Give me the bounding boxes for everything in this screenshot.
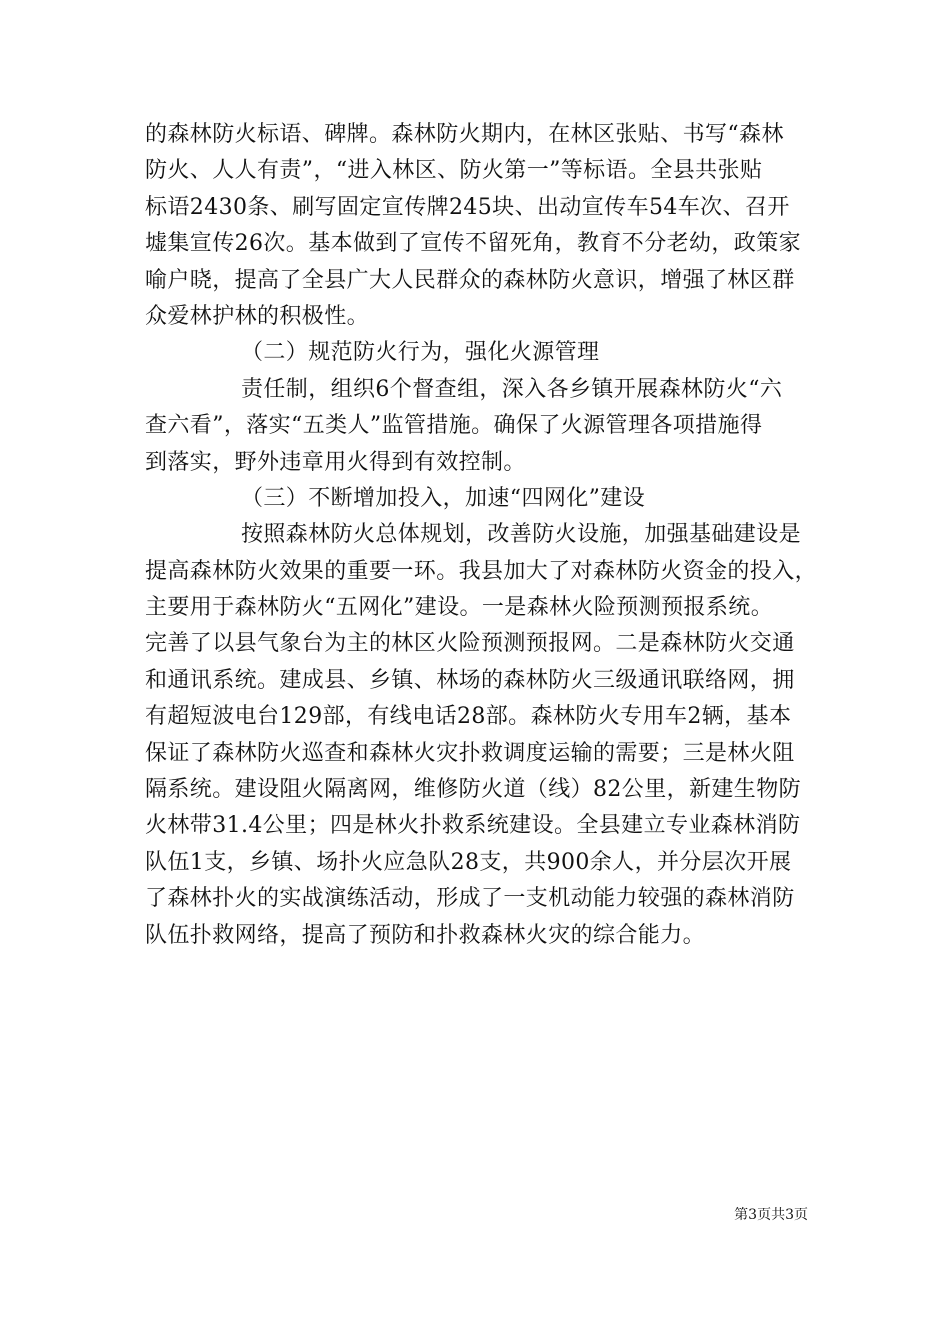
paragraph-3-line-9: 火林带31.4公里；四是林火扑救系统建设。全县建立专业森林消防 xyxy=(145,813,801,839)
paragraph-3-line-6: 有超短波电台129部，有线电话28部。森林防火专用车2辆，基本 xyxy=(145,704,792,730)
paragraph-3-line-10: 队伍1支，乡镇、场扑火应急队28支，共900余人，并分层次开展 xyxy=(145,849,792,875)
paragraph-1-line-6: 众爱林护林的积极性。 xyxy=(145,303,370,329)
paragraph-3-line-7: 保证了森林防火巡查和森林火灾扑救调度运输的需要；三是林火阻 xyxy=(145,740,795,766)
paragraph-2-line-2: 查六看”，落实“五类人”监管措施。确保了火源管理各项措施得 xyxy=(145,413,763,439)
paragraph-1-line-5: 喻户晓，提高了全县广大人民群众的森林防火意识，增强了林区群 xyxy=(145,267,795,293)
paragraph-3-line-1: 按照森林防火总体规划，改善防火设施，加强基础建设是 xyxy=(241,522,802,548)
section-heading-2: （二）规范防火行为，强化火源管理 xyxy=(241,340,600,366)
paragraph-3-line-4: 完善了以县气象台为主的林区火险预测预报网。二是森林防火交通 xyxy=(145,631,795,657)
paragraph-1-line-2: 防火、人人有责”，“进入林区、防火第一”等标语。全县共张贴 xyxy=(145,158,763,184)
section-heading-3: （三）不断增加投入，加速“四网化”建设 xyxy=(241,485,646,511)
paragraph-3-line-5: 和通讯系统。建成县、乡镇、林场的森林防火三级通讯联络网，拥 xyxy=(145,667,795,693)
paragraph-1-line-4: 墟集宣传26次。基本做到了宣传不留死角，教育不分老幼，政策家 xyxy=(145,231,801,257)
paragraph-1-line-1: 的森林防火标语、碑牌。森林防火期内，在林区张贴、书写“森林 xyxy=(145,122,784,147)
paragraph-3-line-3: 主要用于森林防火“五网化”建设。一是森林火险预测预报系统。 xyxy=(145,595,774,621)
page-number: 第3页共3页 xyxy=(734,1207,808,1223)
paragraph-1-line-3: 标语2430条、刷写固定宣传牌245块、出动宣传车54车次、召开 xyxy=(145,194,790,220)
paragraph-2-line-1: 责任制，组织6个督查组，深入各乡镇开展森林防火“六 xyxy=(241,376,783,402)
paragraph-3-line-11: 了森林扑火的实战演练活动，形成了一支机动能力较强的森林消防 xyxy=(145,886,795,912)
paragraph-3-line-2: 提高森林防火效果的重要一环。我县加大了对森林防火资金的投入， xyxy=(145,558,818,584)
paragraph-2-line-3: 到落实，野外违章用火得到有效控制。 xyxy=(145,449,526,475)
document-body xyxy=(145,117,818,954)
paragraph-3-line-12: 队伍扑救网络，提高了预防和扑救森林火灾的综合能力。 xyxy=(145,922,706,948)
paragraph-3-line-8: 隔系统。建设阻火隔离网，维修防火道（线）82公里，新建生物防 xyxy=(145,777,801,803)
